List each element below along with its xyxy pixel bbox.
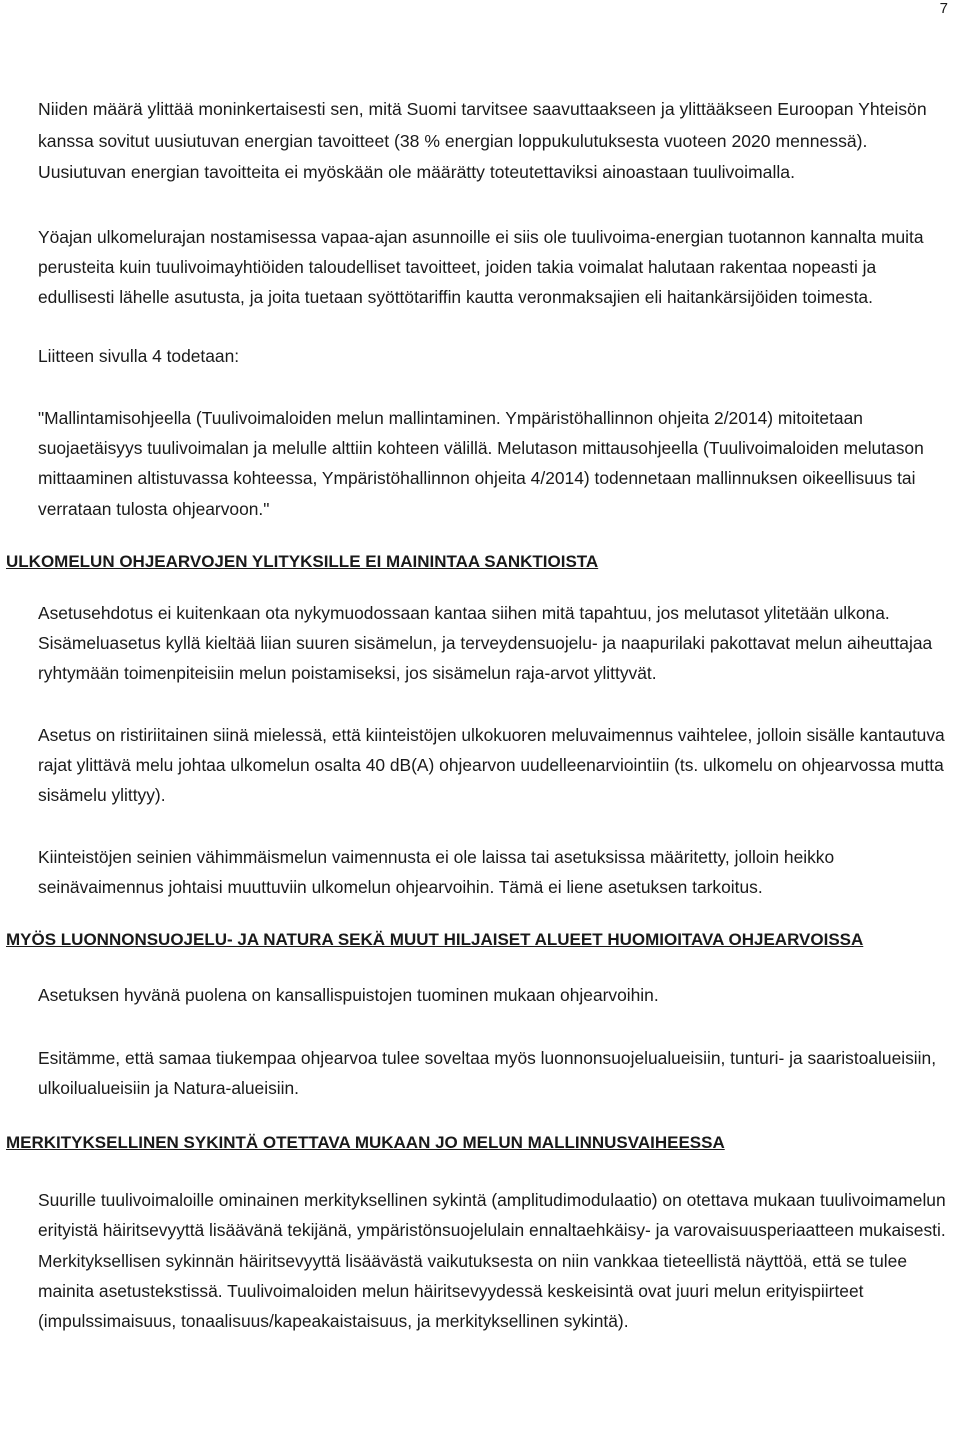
protected-areas-paragraph-1: Asetuksen hyvänä puolena on kansallispuistojen tuominen mukaan ohjearvoihin. bbox=[38, 985, 659, 1006]
sanctions-paragraph-3: Kiinteistöjen seinien vähimmäismelun vaimennusta ei ole laissa tai asetuksissa määritetty, jolloin heikko seinävaimennus johtaisi muuttuviin ulkomelun ohjearvoihin. Tämä ei liene asetuksen tarkoitus. bbox=[38, 846, 835, 897]
section-heading-amplitude-modulation: MERKITYKSELLINEN SYKINTÄ OTETTAVA MUKAAN JO MELUN MALLINNUSVAIHEESSA bbox=[6, 1133, 725, 1153]
intro-paragraph-1: Niiden määrä ylittää moninkertaisesti sen, mitä Suomi tarvitsee saavuttaakseen ja ylittääkseen Euroopan Yhteisön kanssa sovitut uusiutuvan energian tavoitteet (38 % energian loppukulutuksesta vuoteen 2020 mennessä). Uusiutuvan energian tavoitteita ei myöskään ole määrätty toteutettaviksi ainoastaan tuulivoimalla. bbox=[38, 99, 927, 182]
sanctions-paragraph-2: Asetus on ristiriitainen siinä mielessä, että kiinteistöjen ulkokuoren meluvaimennus vaihtelee, jolloin sisälle kantautuva rajat ylittävä melu johtaa ulkomelun osalta 40 dB(A) ohjearvon uudelleenarviointiin (ts. ulkomelu on ohjearvossa mutta sisämelu ylittyy). bbox=[38, 724, 945, 806]
section-heading-protected-areas: MYÖS LUONNONSUOJELU- JA NATURA SEKÄ MUUT HILJAISET ALUEET HUOMIOITAVA OHJEARVOISSA bbox=[6, 930, 864, 950]
intro-paragraph-2: Yöajan ulkomelurajan nostamisessa vapaa-ajan asunnoille ei siis ole tuulivoima-energian tuotannon kannalta muita perusteita kuin tuulivoimayhtiöiden taloudelliset tavoitteet, joiden takia voimalat halutaan rakentaa nopeasti ja edullisesti lähelle asutusta, ja joita tuetaan syöttötariffin kautta veronmaksajien eli haitankärsijöiden toimesta. bbox=[38, 226, 924, 308]
sanctions-paragraph-1: Asetusehdotus ei kuitenkaan ota nykymuodossaan kantaa siihen mitä tapahtuu, jos melutasot ylitetään ulkona. Sisämeluasetus kyllä kieltää liian suuren sisämelun, ja terveydensuojelu- ja naapurilaki pakottavat melun aiheuttajaa ryhtymään toimenpiteisiin melun poistamiseksi, jos sisämelun raja-arvot ylittyvät. bbox=[38, 602, 933, 684]
protected-areas-paragraph-2: Esitämme, että samaa tiukempaa ohjearvoa tulee soveltaa myös luonnonsuojelualueisiin, tunturi- ja saaristoalueisiin, ulkoilualueisiin ja Natura-alueisiin. bbox=[38, 1047, 937, 1098]
document-body bbox=[6, 94, 954, 1337]
intro-paragraph-3: Liitteen sivulla 4 todetaan: bbox=[38, 346, 240, 367]
amplitude-modulation-paragraph: Suurille tuulivoimaloille ominainen merkityksellinen sykintä (amplitudimodulaatio) on otettava mukaan tuulivoimamelun erityistä häiritsevyyttä lisäävänä tekijänä, ympäristönsuojelulain ennaltaehkäisy- ja varovaisuusperiaatteen mukaisesti. Merkityksellisen sykinnän häiritsevyyttä lisäävästä vaikutuksesta on niin vankkaa tieteellistä näyttöä, että se tulee mainita asetustekstissä. Tuulivoimaloiden melun häiritsevyydessä keskeisintä ovat juuri melun erityispiirteet (impulssimaisuus, tonaalisuus/kapeakaistaisuus, ja merkityksellinen sykintä). bbox=[38, 1190, 946, 1332]
page-number: 7 bbox=[939, 0, 948, 17]
intro-quote-paragraph: "Mallintamisohjeella (Tuulivoimaloiden melun mallintaminen. Ympäristöhallinnon ohjeita 2/2014) mitoitetaan suojaetäisyys tuulivoimalan ja melulle alttiin kohteen välillä. Melutason mittausohjeella (Tuulivoimaloiden melutason mittaaminen altistuvassa kohteessa, Ympäristöhallinnon ohjeita 4/2014) todennetaan mallinnuksen oikeellisuus tai verrataan tulosta ohjearvoon." bbox=[38, 407, 924, 519]
section-heading-sanctions: ULKOMELUN OHJEARVOJEN YLITYKSILLE EI MAININTAA SANKTIOISTA bbox=[6, 551, 599, 571]
